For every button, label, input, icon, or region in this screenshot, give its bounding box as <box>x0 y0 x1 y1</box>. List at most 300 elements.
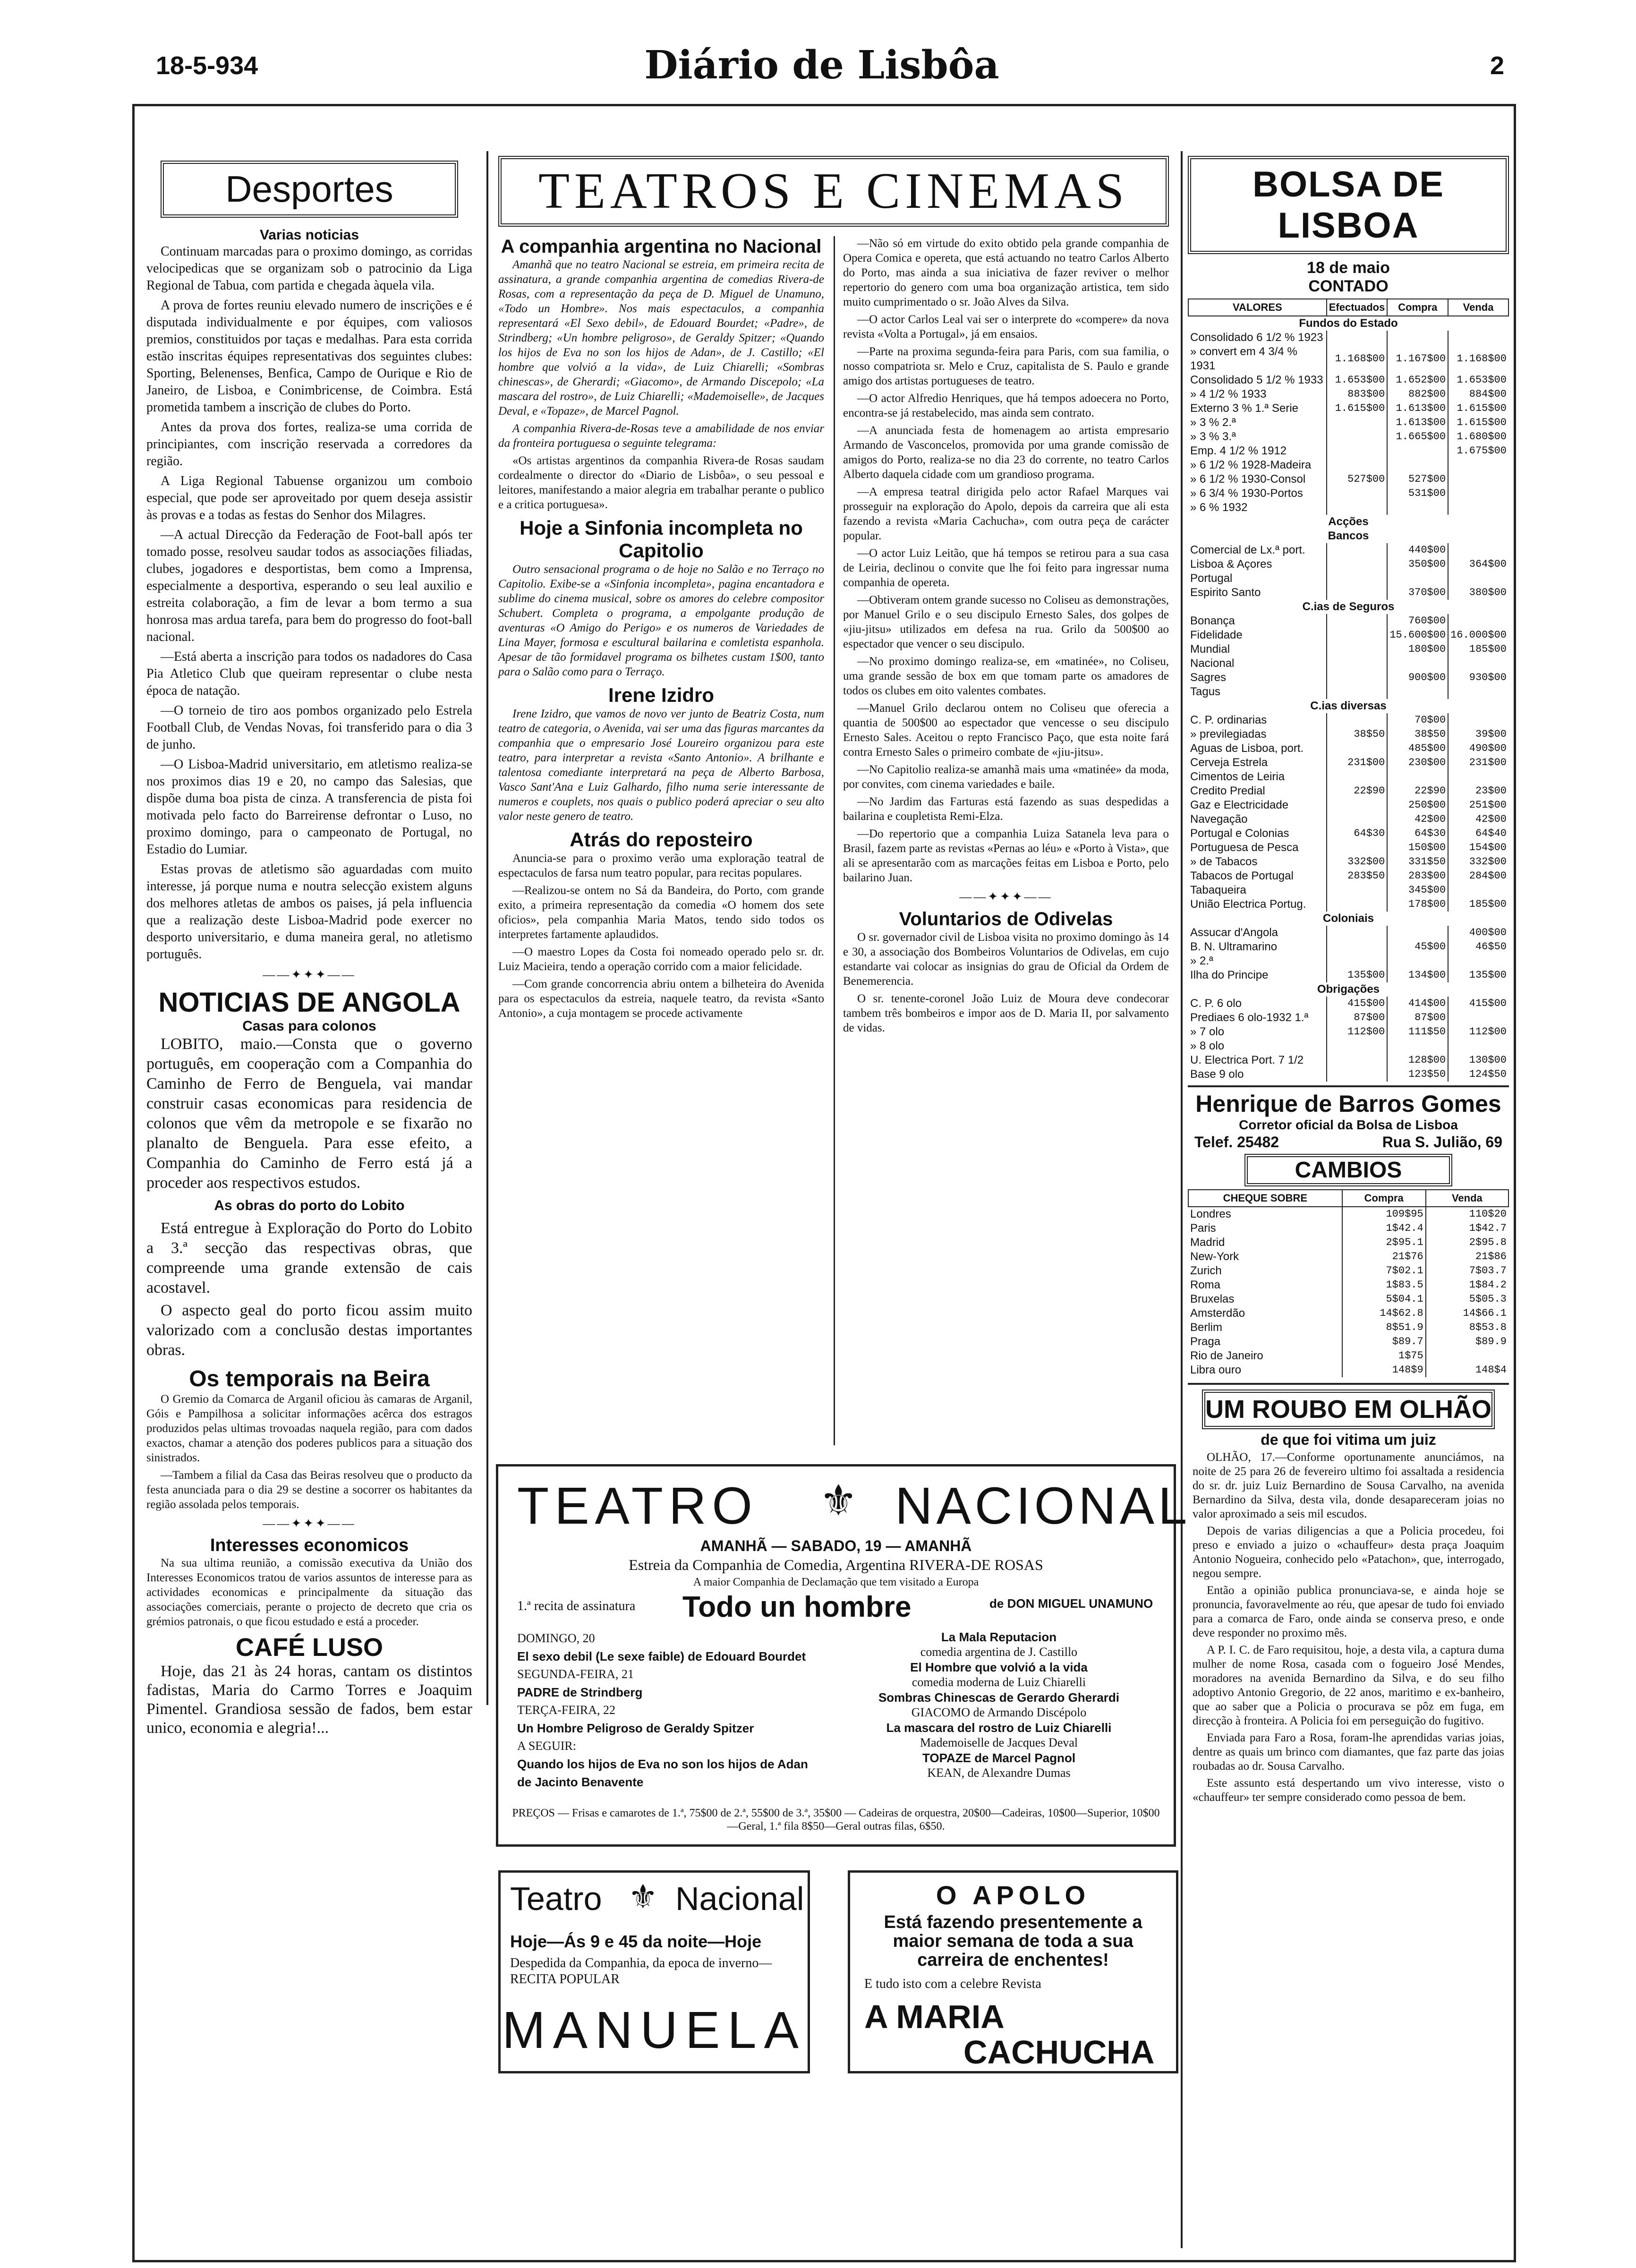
security-name: Sagres <box>1190 671 1227 684</box>
section-row <box>1188 529 1508 543</box>
price-cell: 1.168$00 <box>1448 345 1508 373</box>
ad-schedule-right <box>838 1629 1159 1781</box>
security-name: U. Electrica Port. 7 1/2 <box>1190 1054 1304 1066</box>
article-paragraph: Hoje, das 21 às 24 horas, cantam os distintos fadistas, Maria do Carmo Torres e Joaquim Pimentel. Grandiosa sessão de fados, bem estar unico, economia e alegria!... <box>146 1663 472 1737</box>
rate-cell: 21$76 <box>1342 1250 1426 1264</box>
price-cell <box>1448 1011 1508 1025</box>
security-name: Credito Predial <box>1190 784 1265 797</box>
desportes-title: Desportes <box>225 168 393 210</box>
section-row <box>1188 912 1508 926</box>
article-body <box>1193 1450 1504 1805</box>
price-cell: 70$00 <box>1387 713 1448 727</box>
security-name: C. P. 6 olo <box>1190 997 1242 1010</box>
article-body <box>498 851 824 1021</box>
ad-schedule-line: GIACOMO de Armando Discépolo <box>911 1705 1087 1719</box>
angola-subtitle: Casas para colonos <box>242 1018 376 1034</box>
ad-line: E tudo isto com a celebre Revista <box>864 1977 1041 1991</box>
bolsa-table <box>1188 298 1509 1082</box>
price-cell: 900$00 <box>1387 671 1448 685</box>
security-name: C. P. ordinarias <box>1190 714 1267 726</box>
ad-play-title: MANUELA <box>502 2001 806 2059</box>
table-row <box>1188 1363 1508 1377</box>
table-row <box>1188 657 1508 671</box>
article-paragraph: A Liga Regional Tabuense organizou um comboio especial, que pode ser aproveitado por quem deseja assistir às provas e a todas as festas do Senhor dos Milagres. <box>146 474 472 522</box>
table-row <box>1188 827 1508 841</box>
price-cell <box>1327 501 1388 515</box>
table-row <box>1188 1292 1508 1306</box>
price-cell: 64$30 <box>1327 827 1388 841</box>
price-cell <box>1327 416 1388 430</box>
temporais-article <box>146 1392 472 1512</box>
bolsa-date: 18 de maio <box>1307 259 1390 277</box>
ad-line: AMANHÃ — SABADO, 19 — AMANHÃ <box>700 1537 972 1554</box>
price-cell <box>1327 430 1388 444</box>
corretor-name: Henrique de Barros Gomes <box>1195 1091 1501 1117</box>
rate-cell: 148$9 <box>1342 1363 1426 1377</box>
price-cell: 1.167$00 <box>1387 345 1448 373</box>
rate-cell: 5$04.1 <box>1342 1292 1426 1306</box>
ad-schedule-line: Sombras Chinescas de Gerardo Gherardi <box>878 1690 1120 1705</box>
divider: ——✦✦✦—— <box>263 1517 356 1530</box>
article-paragraph: Irene Izidro, que vamos de novo ver junto de Beatriz Costa, num teatro de categoria, o Avenida, vai ser uma das figuras marcantes da companhia que o empresario José Loureiro organizou para este teatro, para interpretar a revista «Santo Antonio». A brilhante e talentosa comediante interpretará na peça de Alberto Barbosa, Vasco Sant'Ana e Luiz Galhardo, filho numa serie interessante de numeros e couplets, nos quais o publico poderá apreciar o seu alto valor neste genero de teatro. <box>498 708 824 823</box>
price-cell <box>1448 571 1508 586</box>
price-cell: 42$00 <box>1387 812 1448 827</box>
article-paragraph: —Com grande concorrencia abriu ontem a bilheteira do Avenida para os espectaculos da estreia, naquele teatro, da revista «Santo Antonio», a cuja montagem se procede activamente <box>498 978 824 1020</box>
table-row <box>1188 416 1508 430</box>
price-cell <box>1327 713 1388 727</box>
security-name: Cerveja Estrela <box>1190 756 1268 769</box>
rate-cell: 109$95 <box>1342 1207 1426 1221</box>
security-name: Consolidado 5 1/2 % 1933 <box>1190 374 1323 386</box>
price-cell: 760$00 <box>1387 614 1448 628</box>
table-row <box>1188 1025 1508 1039</box>
column-header: Venda <box>1426 1190 1508 1207</box>
article-paragraph: —Não só em virtude do exito obtido pela grande companhia de Opera Comica e opereta, que está actuando no teatro Carlos Alberto do Porto, mas ainda a sua iniciativa de fazer reviver o melhor repertorio do genero com uma boa organização artistica, tem sido muito cumprimentado o sr. João Alves da Silva. <box>843 237 1169 308</box>
article-paragraph: —Está aberta a inscrição para todos os nadadores do Casa Pia Atletico Club que queiram representar o clube nesta época de natação. <box>146 649 472 698</box>
price-cell: 531$00 <box>1387 486 1448 501</box>
table-row <box>1188 486 1508 501</box>
price-cell <box>1448 501 1508 515</box>
table-row <box>1188 373 1508 387</box>
price-cell <box>1448 954 1508 968</box>
article-paragraph: —Parte na proxima segunda-feira para Paris, com sua familia, o nosso compatriota sr. Melo e Cruz, capitalista de S. Paulo e grande amigo dos artistas portugueses de teatro. <box>843 345 1169 387</box>
article-paragraph: O Gremio da Comarca de Arganil oficiou às camaras de Arganil, Góis e Pampilhosa a solicitar informações acêrca dos estragos produzidos pelas ultimas trovoadas naquela região, para com dados exactos, chamar a atenção dos poderes publicos para a situação dos sinistrados. <box>146 1393 472 1464</box>
price-cell <box>1448 614 1508 628</box>
price-cell <box>1387 926 1448 940</box>
security-name: Tagus <box>1190 685 1221 698</box>
price-cell: 87$00 <box>1387 1011 1448 1025</box>
price-cell: 135$00 <box>1448 968 1508 982</box>
currency-name: Berlim <box>1190 1321 1223 1334</box>
table-row <box>1188 883 1508 897</box>
table-row <box>1188 1349 1508 1363</box>
corretor-box <box>1188 1085 1509 1152</box>
table-row <box>1188 1335 1508 1349</box>
corretor-phone: Telef. 25482 <box>1194 1134 1279 1151</box>
rate-cell: 7$02.1 <box>1342 1264 1426 1278</box>
rate-cell: 5$05.3 <box>1426 1292 1508 1306</box>
table-row <box>1188 954 1508 968</box>
price-cell <box>1327 642 1388 657</box>
ad-line: Hoje—Ás 9 e 45 da noite—Hoje <box>510 1932 762 1951</box>
article-paragraph: LOBITO, maio.—Consta que o governo português, em cooperação com a Companhia do Caminho de Ferro de Benguela, vai mandar construir casas economicas para residencia de colonos que vêm da metropole e se fixarão no planalto de Benguela. Para esse efeito, a Companhia do Caminho de Ferro está já a proceder aos respectivos estudos. <box>146 1035 472 1192</box>
price-cell <box>1387 657 1448 671</box>
ad-schedule-line: PADRE de Strindberg <box>517 1685 643 1699</box>
ad-schedule-line: La mascara del rostro de Luiz Chiarelli <box>886 1721 1112 1735</box>
table-row <box>1188 1011 1508 1025</box>
teatros-col-2 <box>838 236 1174 1455</box>
price-cell: 440$00 <box>1387 543 1448 557</box>
price-cell: 350$00 <box>1387 557 1448 571</box>
currency-name: Zurich <box>1190 1264 1222 1277</box>
table-row <box>1188 940 1508 954</box>
ad-title-left: Teatro <box>510 1880 602 1917</box>
table-row <box>1188 543 1508 557</box>
bolsa-title: BOLSA DE LISBOA <box>1253 164 1444 246</box>
table-row <box>1188 1278 1508 1292</box>
price-cell <box>1327 586 1388 600</box>
security-name: » previlegiadas <box>1190 728 1267 741</box>
column-rule <box>1181 151 1183 2248</box>
table-row <box>1188 401 1508 416</box>
price-cell <box>1448 657 1508 671</box>
article-body <box>843 236 1169 885</box>
currency-name: Praga <box>1190 1335 1221 1348</box>
security-name: Nacional <box>1190 657 1235 670</box>
table-row <box>1188 1264 1508 1278</box>
article-paragraph: —No Jardim das Farturas está fazendo as suas despedidas a bailarina e coupletista Remi-Elza. <box>843 795 1169 823</box>
article-paragraph: —O maestro Lopes da Costa foi nomeado operado pelo sr. dr. Luiz Macieira, tendo a operação corrido com a maior felicidade. <box>498 946 824 973</box>
price-cell <box>1387 685 1448 699</box>
article-paragraph: O sr. tenente-coronel João Luiz de Moura deve condecorar tambem três bombeiros e impor aos de D. Maria II, por salvamento de vidas. <box>843 992 1169 1034</box>
price-cell: 930$00 <box>1448 671 1508 685</box>
price-cell: 284$00 <box>1448 869 1508 883</box>
ad-title-right: Nacional <box>675 1880 804 1917</box>
table-row <box>1188 812 1508 827</box>
ad-prices: PREÇOS — Frisas e camarotes de 1.ª, 75$00 de 2.ª, 55$00 de 3.ª, 35$00 — Cadeiras de orquestra, 20$00—Cadeiras, 10$00—Superior, 10$00—Geral, 1.ª fila 8$50—Geral outras filas, 6$50. <box>512 1807 1160 1833</box>
price-cell <box>1387 770 1448 784</box>
price-cell <box>1448 472 1508 486</box>
price-cell: 123$50 <box>1387 1067 1448 1082</box>
security-name: » convert em 4 3/4 % 1931 <box>1190 345 1297 372</box>
cambios-title: CAMBIOS <box>1295 1158 1402 1183</box>
rate-cell: 1$42.4 <box>1342 1221 1426 1236</box>
security-name: Espirito Santo <box>1190 586 1261 599</box>
price-cell <box>1327 798 1388 812</box>
price-cell <box>1448 486 1508 501</box>
teatro-nacional-ad <box>496 1464 1191 1847</box>
price-cell <box>1327 657 1388 671</box>
security-name: Ilha do Principe <box>1190 969 1269 981</box>
price-cell: 180$00 <box>1387 642 1448 657</box>
article-paragraph: —A empresa teatral dirigida pelo actor Rafael Marques vai prosseguir na exploração do Apolo, depois da carreira que ali esta fazendo a revista «Maria Cachucha», com outra peça de carácter popular. <box>843 486 1169 542</box>
price-cell: 124$50 <box>1448 1067 1508 1082</box>
price-cell: 882$00 <box>1387 387 1448 401</box>
table-row <box>1188 742 1508 756</box>
page-number: 2 <box>1490 51 1505 80</box>
rate-cell: $89.7 <box>1342 1335 1426 1349</box>
price-cell <box>1327 1053 1388 1067</box>
price-cell <box>1448 1039 1508 1053</box>
table-row <box>1188 770 1508 784</box>
article-paragraph: «Os artistas argentinos da companhia Rivera-de Rosas saudam cordealmente o director do «Diario de Lisbôa», o seu pessoal e leitores, manifestando a maior alegria em trabalhar perante o publico e a critica portuguesa». <box>498 454 824 511</box>
desportes-subtitle: Varias noticias <box>259 227 359 243</box>
price-cell <box>1387 444 1448 458</box>
angola-subtitle-2: As obras do porto do Lobito <box>214 1198 405 1213</box>
security-name: » 3 % 3.ª <box>1190 430 1236 443</box>
table-row <box>1188 614 1508 628</box>
section-row <box>1188 600 1508 614</box>
price-cell: 251$00 <box>1448 798 1508 812</box>
table-row <box>1188 430 1508 444</box>
security-name: União Electrica Portug. <box>1190 898 1306 911</box>
security-name: Portugal <box>1190 572 1233 585</box>
table-row <box>1188 345 1508 373</box>
article-paragraph: Então a opinião publica pronunciava-se, e ainda hoje se pronuncia, favoravelmente ao réu, que apesar de tudo foi enviado para a comarca de Faro, onde ainda se conserva preso, e onde deve responder no proximo mês. <box>1193 1584 1504 1639</box>
security-name: » 2.ª <box>1190 955 1213 967</box>
price-cell: 415$00 <box>1448 997 1508 1011</box>
article-paragraph: —A anunciada festa de homenagem ao artista empresario Armando de Vasconcelos, promovida por uma grande comissão de amigos do Porto, realiza-se no dia 23 do corrente, no teatro Carlos Alberto daquela cidade com um grandioso programa. <box>843 424 1169 481</box>
article-paragraph: —O torneio de tiro aos pombos organizado pelo Estrela Football Club, de Vendas Novas, foi transferido para o dia 3 de junho. <box>146 703 472 752</box>
price-cell: 527$00 <box>1327 472 1388 486</box>
table-row <box>1188 841 1508 855</box>
table-row <box>1188 586 1508 600</box>
column-header: Venda <box>1448 299 1508 316</box>
table-row <box>1188 968 1508 982</box>
article-paragraph: Depois de varias diligencias a que a Policia procedeu, foi preso e enviado a juizo o «chauffeur» desta praça Joaquim Antonio Nogueira, conhecido pelo «Patachon», que, interrogado, negou sempre. <box>1193 1525 1504 1580</box>
security-name: Tabacos de Portugal <box>1190 870 1294 882</box>
rate-cell: 2$95.1 <box>1342 1236 1426 1250</box>
price-cell: 1.615$00 <box>1448 416 1508 430</box>
price-cell: 1.613$00 <box>1387 416 1448 430</box>
security-name: Prediaes 6 olo-1932 1.ª <box>1190 1011 1309 1024</box>
angola-article <box>146 1034 472 1360</box>
ad-schedule-left <box>517 1629 819 1791</box>
ad-author: de DON MIGUEL UNAMUNO <box>989 1596 1153 1611</box>
ad-title-left: TEATRO <box>517 1477 758 1535</box>
price-cell: 527$00 <box>1387 472 1448 486</box>
security-name: » 4 1/2 % 1933 <box>1190 388 1267 401</box>
ad-schedule-line: A SEGUIR: <box>517 1739 576 1753</box>
ad-line: Está fazendo presentemente a maior semana de toda a sua carreira de enchentes! <box>884 1912 1142 1970</box>
price-cell: 1.675$00 <box>1448 444 1508 458</box>
price-cell: 112$00 <box>1448 1025 1508 1039</box>
security-name: » 6 1/2 % 1930-Consol <box>1190 473 1306 486</box>
section-row <box>1188 982 1508 997</box>
cafe-article <box>146 1662 472 1738</box>
price-cell: 38$50 <box>1387 727 1448 742</box>
article-heading: Hoje a Sinfonia incompleta no Capitolio <box>520 517 803 562</box>
cambios-table <box>1188 1189 1509 1377</box>
ad-line: A maior Companhia de Declamação que tem visitado a Europa <box>693 1576 979 1588</box>
price-cell: 884$00 <box>1448 387 1508 401</box>
article-paragraph: —Manuel Grilo declarou ontem no Coliseu que oferecia a quantia de 500$00 ao espectador que vencesse o seu discipulo Ernesto Sales. Aceitou o repto Francisco Paço, que esta noite fará contra Ernesto Sales o primeiro combate de «jiu-jitsu». <box>843 702 1169 759</box>
table-row <box>1188 1236 1508 1250</box>
section-row <box>1188 316 1508 331</box>
teatros-section <box>494 156 1174 1455</box>
article-paragraph: O aspecto geal do porto ficou assim muito valorizado com a conclusão destas importantes obras. <box>146 1302 472 1359</box>
price-cell: 1.653$00 <box>1327 373 1388 387</box>
article-heading: Atrás do reposteiro <box>570 828 753 851</box>
price-cell: 23$00 <box>1448 784 1508 798</box>
table-row <box>1188 1306 1508 1321</box>
table-row <box>1188 713 1508 727</box>
ad-schedule-line: La Mala Reputacion <box>941 1630 1057 1644</box>
security-name: » 6 3/4 % 1930-Portos <box>1190 487 1303 500</box>
table-row <box>1188 1250 1508 1264</box>
teatros-title: TEATROS E CINEMAS <box>538 163 1129 219</box>
security-name: Comercial de Lx.ª port. <box>1190 544 1305 556</box>
rate-cell: 7$03.7 <box>1426 1264 1508 1278</box>
price-cell: 490$00 <box>1448 742 1508 756</box>
security-name: » 6 % 1932 <box>1190 501 1248 514</box>
ad-title-right: NACIONAL <box>895 1477 1191 1535</box>
ad-schedule-line: KEAN, de Alexandre Dumas <box>927 1766 1071 1780</box>
rate-cell: $89.9 <box>1426 1335 1508 1349</box>
table-row <box>1188 1067 1508 1082</box>
price-cell: 345$00 <box>1387 883 1448 897</box>
article-paragraph: —Do repertorio que a companhia Luiza Satanela leva para o Brasil, fazem parte as revistas «Pernas ao léu» e «Porto à Vista», que ali se apresentarão com as marcações feitas em Lisboa e Porto, pelo bailarino Juan. <box>843 827 1169 884</box>
roubo-title: UM ROUBO EM OLHÃO <box>1205 1395 1491 1424</box>
rate-cell <box>1426 1349 1508 1363</box>
table-row <box>1188 855 1508 869</box>
article-paragraph: A companhia Rivera-de-Rosas teve a amabilidade de nos enviar da fronteira portuguesa o seguinte telegrama: <box>498 422 824 450</box>
currency-name: Amsterdão <box>1190 1307 1245 1320</box>
price-cell <box>1327 671 1388 685</box>
column-header: Compra <box>1387 299 1448 316</box>
price-cell: 15.600$00 <box>1387 628 1448 642</box>
currency-name: Libra ouro <box>1190 1364 1242 1376</box>
table-row <box>1188 798 1508 812</box>
rate-cell: 148$4 <box>1426 1363 1508 1377</box>
ad-recita: 1.ª recita de assinatura <box>517 1599 636 1613</box>
article-paragraph: A prova de fortes reuniu elevado numero de inscrições e é disputada individualmente e por équipes, com valiosos premios, constituidos por taças e medalhas. Para esta corrida estão inscritas équipes representativas dos seguintes clubes: Sporting, Belenenses, Benfica, Campo de Ourique e Rio de Janeiro, de Lisboa, e Conimbricense, de Coimbra. Está prometida tambem a inscrição de clubes do Porto. <box>146 298 472 415</box>
article-paragraph: Enviada para Faro a Rosa, foram-lhe aprendidas varias joias, dentre as quais um brinco com diamantes, que faz parte das joias roubadas ao dr. Sousa Carvalho. <box>1193 1731 1504 1773</box>
ad-play-title: CACHUCHA <box>963 2034 1155 2071</box>
table-row <box>1188 628 1508 642</box>
price-cell: 1.615$00 <box>1448 401 1508 416</box>
section-row <box>1188 515 1508 529</box>
security-name: » de Tabacos <box>1190 855 1258 868</box>
rate-cell: 2$95.8 <box>1426 1236 1508 1250</box>
section-heading: Fundos do Estado <box>1299 317 1398 330</box>
rate-cell: 1$75 <box>1342 1349 1426 1363</box>
price-cell <box>1327 1039 1388 1053</box>
masthead-title: Diário de Lisbôa <box>644 43 999 88</box>
angola-title: NOTICIAS DE ANGOLA <box>158 987 460 1018</box>
issue-date: 18-5-934 <box>156 51 258 80</box>
rate-cell: 8$53.8 <box>1426 1321 1508 1335</box>
article-paragraph: Está entregue à Exploração do Porto do Lobito a 3.ª secção das respectivas obras, que compreende uma grande extensão de cais acostavel. <box>146 1219 472 1296</box>
table-row <box>1188 671 1508 685</box>
section-heading: C.ias de Seguros <box>1302 600 1395 613</box>
security-name: » 3 % 2.ª <box>1190 416 1236 429</box>
price-cell: 1.168$00 <box>1327 345 1388 373</box>
table-row <box>1188 387 1508 401</box>
price-cell: 332$00 <box>1448 855 1508 869</box>
price-cell: 64$40 <box>1448 827 1508 841</box>
table-row <box>1188 756 1508 770</box>
article-paragraph: Este assunto está despertando um vivo interesse, visto o «chauffeur» ter sempre considerado como pessoa de bem. <box>1193 1777 1504 1804</box>
price-cell <box>1327 770 1388 784</box>
price-cell: 364$00 <box>1448 557 1508 571</box>
teatros-col-1 <box>494 236 829 1455</box>
ad-schedule-line: comedia moderna de Luiz Chiarelli <box>912 1675 1086 1689</box>
currency-name: New-York <box>1190 1250 1239 1263</box>
section-heading: C.ias diversas <box>1310 699 1387 712</box>
table-row <box>1188 472 1508 486</box>
currency-name: Bruxelas <box>1190 1293 1235 1305</box>
price-cell <box>1327 685 1388 699</box>
rate-cell: 14$62.8 <box>1342 1306 1426 1321</box>
price-cell: 135$00 <box>1327 968 1388 982</box>
price-cell: 1.653$00 <box>1448 373 1508 387</box>
section-heading: Obrigações <box>1317 983 1380 996</box>
apolo-ad <box>848 1870 1178 2073</box>
crest-icon: ⚜ <box>819 1478 858 1525</box>
price-cell <box>1327 486 1388 501</box>
bolsa-contado: CONTADO <box>1308 277 1389 295</box>
price-cell: 400$00 <box>1448 926 1508 940</box>
column-header: VALORES <box>1188 299 1327 316</box>
price-cell <box>1327 812 1388 827</box>
article-heading: A companhia argentina no Nacional <box>501 236 822 257</box>
price-cell: 87$00 <box>1327 1011 1388 1025</box>
price-cell: 128$00 <box>1387 1053 1448 1067</box>
article-paragraph: O sr. governador civil de Lisboa visita no proximo domingo às 14 e 30, a associação dos Bombeiros Voluntarios de Odivelas, em cujo estandarte vai colocar as insignias do grau de Oficial da Ordem de Benemerencia. <box>843 931 1169 988</box>
security-name: Portugal e Colonias <box>1190 827 1289 840</box>
corretor-title: Corretor oficial da Bolsa de Lisboa <box>1239 1117 1458 1132</box>
cafe-title: CAFÉ LUSO <box>235 1633 383 1662</box>
corretor-address: Rua S. Julião, 69 <box>1382 1134 1502 1151</box>
price-cell <box>1387 458 1448 472</box>
security-name: Aguas de Lisboa, port. <box>1190 742 1304 755</box>
ad-title: O APOLO <box>936 1880 1091 1910</box>
security-name: Lisboa & Açores <box>1190 558 1272 571</box>
ad-schedule-line: TOPAZE de Marcel Pagnol <box>922 1751 1076 1765</box>
article-paragraph: Estas provas de atletismo são aguardadas com muito interesse, já porque numa e noutra selecção existem alguns dos melhores atletas de ambos os paises, já pela influencia que a realização deste Lisboa-Madrid pode exercer no desporto universitario, e duma maneira geral, no atletismo português. <box>146 862 472 962</box>
column-rule <box>834 236 835 1445</box>
ad-line: Despedida da Companhia, da epoca de inverno— RECITA POPULAR <box>510 1956 772 1987</box>
table-row <box>1188 571 1508 586</box>
price-cell: 185$00 <box>1448 642 1508 657</box>
column-header: Compra <box>1342 1190 1426 1207</box>
price-cell <box>1448 685 1508 699</box>
price-cell: 1.680$00 <box>1448 430 1508 444</box>
table-row <box>1188 997 1508 1011</box>
currency-name: Londres <box>1190 1208 1231 1220</box>
ad-schedule-line: Quando los hijos de Eva no son los hijos de Adan de Jacinto Benavente <box>517 1757 808 1789</box>
article-paragraph: Continuam marcadas para o proximo domingo, as corridas velocipedicas que se organizam sob o patrocinio da Liga Regional de Tabua, com partida e chegada àquela vila. <box>146 244 472 293</box>
price-cell <box>1327 458 1388 472</box>
section-heading: Coloniais <box>1322 912 1374 925</box>
security-name: Fidelidade <box>1190 629 1243 641</box>
price-cell: 250$00 <box>1387 798 1448 812</box>
divider: ——✦✦✦—— <box>263 968 356 981</box>
table-row <box>1188 1221 1508 1236</box>
ad-schedule-line: TERÇA-FEIRA, 22 <box>517 1703 615 1717</box>
price-cell: 415$00 <box>1327 997 1388 1011</box>
article-paragraph: —No Capitolio realiza-se amanhã mais uma «matinée» da moda, por convites, com cinema variedades e baile. <box>843 763 1169 791</box>
price-cell: 283$00 <box>1387 869 1448 883</box>
price-cell <box>1448 713 1508 727</box>
article-paragraph: OLHÃO, 17.—Conforme oportunamente anunciámos, na noite de 25 para 26 de fevereiro ultimo foi assaltada a residencia do sr. dr. juiz Luiz Bernardino de Sousa Carvalho, na avenida Bernardino da Silva, desta vila, donde desapareceram joias no valor aproximado a seis mil escudos. <box>1193 1451 1504 1520</box>
price-cell: 883$00 <box>1327 387 1388 401</box>
rate-cell: 1$84.2 <box>1426 1278 1508 1292</box>
crest-icon: ⚜ <box>628 1879 658 1916</box>
interesses-article <box>146 1556 472 1629</box>
security-name: Consolidado 6 1/2 % 1923 <box>1190 331 1323 344</box>
